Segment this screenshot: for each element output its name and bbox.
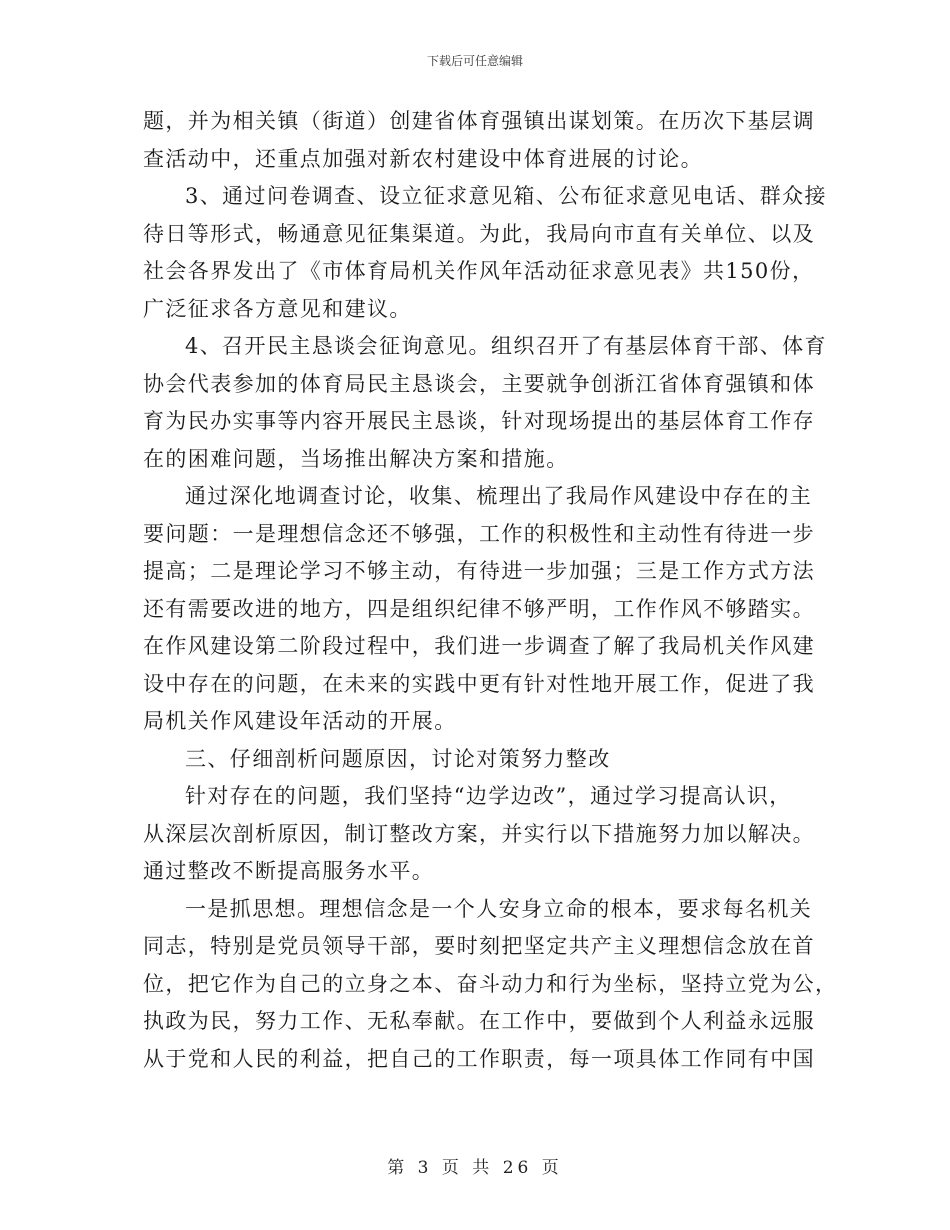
text-line: 社会各界发出了《市体育局机关作风年活动征求意见表》共150份， <box>143 259 815 283</box>
text-line: 执政为民，努力工作、无私奉献。在工作中，要做到个人利益永远服 <box>143 1009 815 1033</box>
text-line: 查活动中，还重点加强对新农村建设中体育进展的讨论。 <box>143 146 703 171</box>
text-line: 4、召开民主恳谈会征询意见。组织召开了有基层体育干部、体育 <box>185 334 827 358</box>
section-heading: 三、仔细剖析问题原因，讨论对策努力整改 <box>185 746 611 771</box>
text-line: 在作风建设第二阶段过程中，我们进一步调查了解了我局机关作风建 <box>143 634 815 658</box>
text-line: 针对存在的问题，我们坚持“边学边改”，通过学习提高认识， <box>185 784 792 808</box>
text-line: 从深层次剖析原因，制订整改方案，并实行以下措施努力加以解决。 <box>143 821 815 846</box>
text-line: 从于党和人民的利益，把自己的工作职责，每一项具体工作同有中国 <box>143 1046 815 1071</box>
text-line: 设中存在的问题，在未来的实践中更有针对性地开展工作，促进了我 <box>143 671 815 696</box>
text-line: 通过整改不断提高服务水平。 <box>143 859 435 883</box>
page-number: 第 3 页 共 26 页 <box>387 1158 563 1178</box>
text-line: 3、通过问卷调查、设立征求意见箱、公布征求意见电话、群众接 <box>185 184 827 208</box>
text-line: 在的困难问题，当场推出解决方案和措施。 <box>143 446 569 471</box>
text-line: 还有需要改进的地方，四是组织纪律不够严明，工作作风不够踏实。 <box>143 596 815 621</box>
text-line: 位，把它作为自己的立身之本、奋斗动力和行为坐标，坚持立党为公， <box>143 971 838 996</box>
text-line: 一是抓思想。理想信念是一个人安身立命的根本，要求每名机关 <box>185 896 813 921</box>
text-line: 提高；二是理论学习不够主动，有待进一步加强；三是工作方式方法 <box>143 559 815 583</box>
text-line: 要问题：一是理想信念还不够强，工作的积极性和主动性有待进一步 <box>143 521 815 546</box>
text-line: 广泛征求各方意见和建议。 <box>143 296 412 321</box>
text-line: 育为民办实事等内容开展民主恳谈，针对现场提出的基层体育工作存 <box>143 409 815 433</box>
document-body <box>143 103 838 1078</box>
text-line: 协会代表参加的体育局民主恳谈会，主要就争创浙江省体育强镇和体 <box>143 371 815 396</box>
text-line: 题，并为相关镇（街道）创建省体育强镇出谋划策。在历次下基层调 <box>143 109 815 133</box>
page-header: 下载后可任意编辑 <box>426 54 523 68</box>
text-line: 通过深化地调查讨论，收集、梳理出了我局作风建设中存在的主 <box>185 484 813 508</box>
text-line: 同志，特别是党员领导干部，要时刻把坚定共产主义理想信念放在首 <box>143 934 815 958</box>
text-line: 局机关作风建设年活动的开展。 <box>143 709 457 733</box>
text-line: 待日等形式，畅通意见征集渠道。为此，我局向市直有关单位、以及 <box>143 221 815 246</box>
